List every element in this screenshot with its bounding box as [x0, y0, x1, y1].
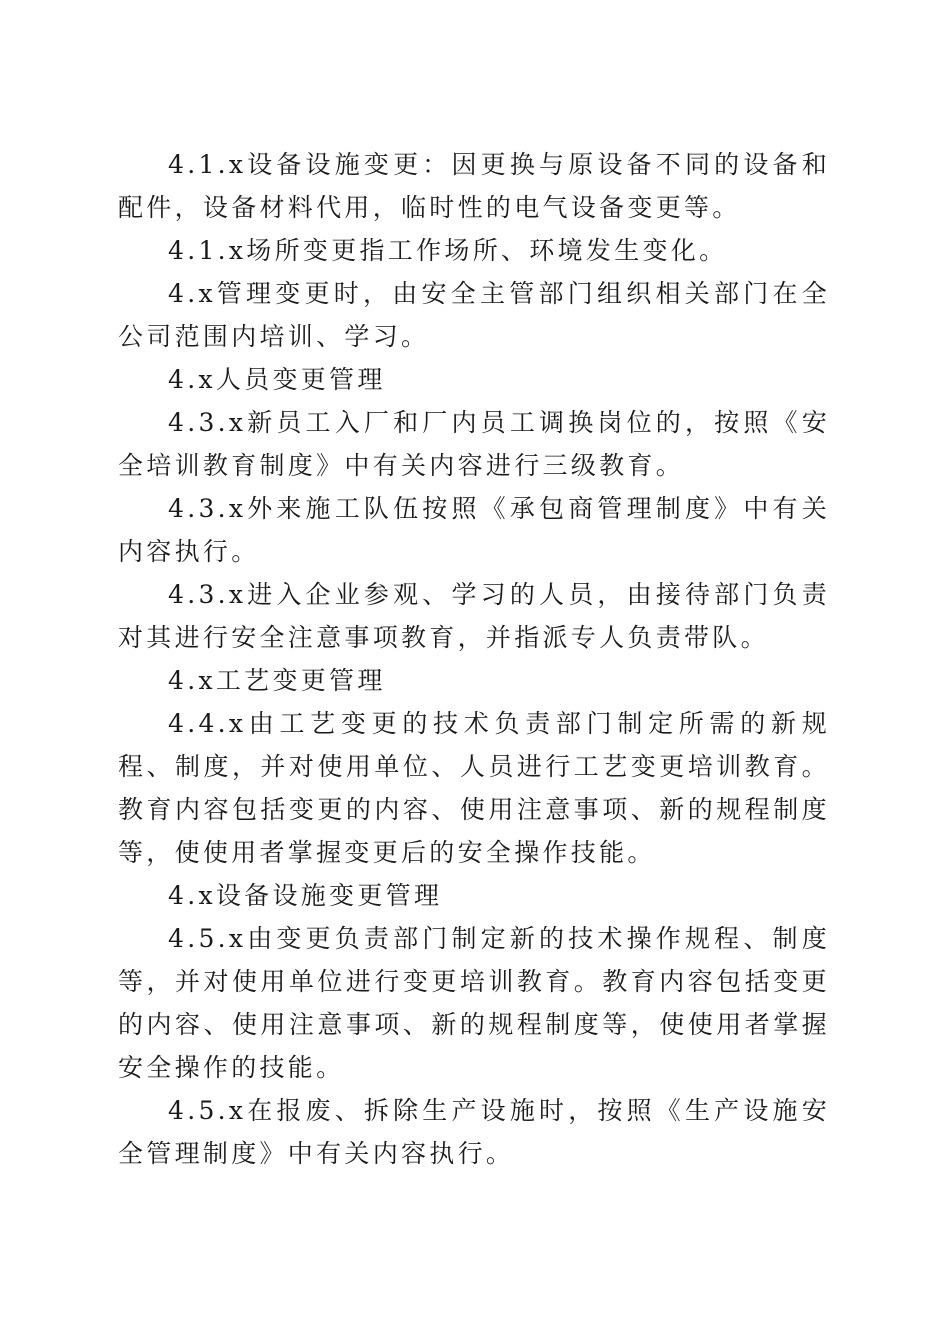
- heading-equipment-change-management: 4.x设备设施变更管理: [168, 881, 443, 910]
- heading-personnel-change: 4.x人员变更管理: [168, 365, 386, 394]
- document-page: [118, 143, 830, 1175]
- paragraph-equipment-training: 4.5.x由变更负责部门制定新的技术操作规程、制度等，并对使用单位进行变更培训教育。教育内容包括变更的内容、使用注意事项、新的规程制度等，使使用者掌握安全操作的技能。: [118, 924, 830, 1082]
- paragraph-new-staff: 4.3.x新员工入厂和厂内员工调换岗位的，按照《安全培训教育制度》中有关内容进行三级教育。: [118, 408, 830, 480]
- heading-process-change: 4.x工艺变更管理: [168, 666, 386, 695]
- paragraph-management-change: 4.x管理变更时，由安全主管部门组织相关部门在全公司范围内培训、学习。: [118, 279, 830, 351]
- paragraph-site-change: 4.1.x场所变更指工作场所、环境发生变化。: [168, 236, 728, 265]
- paragraph-visitors: 4.3.x进入企业参观、学习的人员，由接待部门负责对其进行安全注意事项教育，并指派专人负责带队。: [118, 580, 830, 652]
- paragraph-equipment-change: 4.1.x设备设施变更：因更换与原设备不同的设备和配件，设备材料代用，临时性的电气设备变更等。: [118, 150, 830, 222]
- paragraph-scrapping: 4.5.x在报废、拆除生产设施时，按照《生产设施安全管理制度》中有关内容执行。: [118, 1096, 830, 1168]
- paragraph-contractors: 4.3.x外来施工队伍按照《承包商管理制度》中有关内容执行。: [118, 494, 830, 566]
- paragraph-process-training: 4.4.x由工艺变更的技术负责部门制定所需的新规程、制度，并对使用单位、人员进行工艺变更培训教育。教育内容包括变更的内容、使用注意事项、新的规程制度等，使使用者掌握变更后的安全操作技能。: [118, 709, 830, 867]
